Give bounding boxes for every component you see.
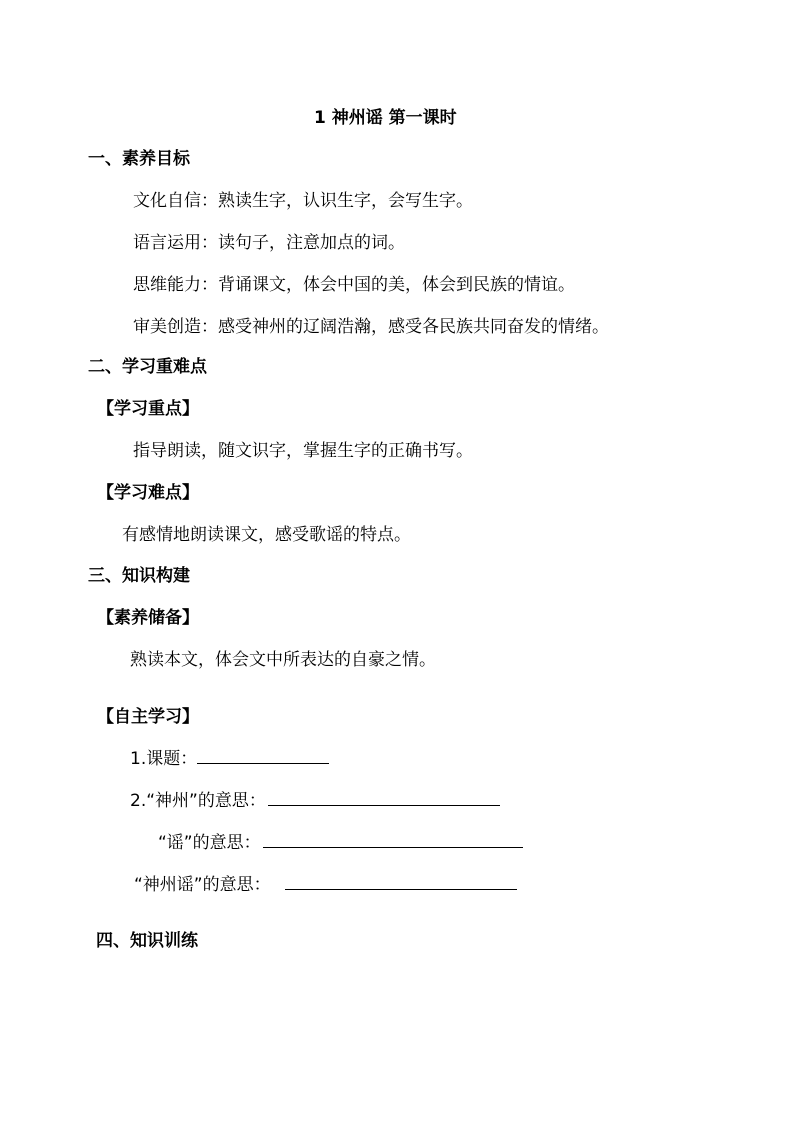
goal-item: 语言运用：读句子，注意加点的词。 xyxy=(133,233,405,253)
goal-item: 文化自信：熟读生字，认识生字，会写生字。 xyxy=(133,191,473,211)
label-preparation: 【素养储备】 xyxy=(97,608,199,628)
question-3-label: “谣”的意思： xyxy=(158,833,261,853)
answer-blank-4[interactable] xyxy=(285,874,517,890)
goal-item: 审美创造：感受神州的辽阔浩瀚，感受各民族共同奋发的情绪。 xyxy=(133,317,609,337)
answer-blank-2[interactable] xyxy=(268,790,500,806)
page-title: 1 神州谣 第一课时 xyxy=(314,108,457,128)
difficulty-text: 有感情地朗读课文，感受歌谣的特点。 xyxy=(122,525,411,545)
question-2 xyxy=(130,790,500,812)
goal-item: 思维能力：背诵课文，体会中国的美，体会到民族的情谊。 xyxy=(133,275,575,295)
question-3 xyxy=(158,832,523,854)
section-heading-knowledge: 三、知识构建 xyxy=(88,566,190,586)
question-2-label: 2.“神州”的意思： xyxy=(130,791,266,811)
label-key-point: 【学习重点】 xyxy=(97,399,199,419)
question-4-label: “神州谣”的意思： xyxy=(134,875,271,895)
section-heading-training: 四、知识训练 xyxy=(96,931,198,951)
question-4 xyxy=(134,874,517,896)
label-difficulty: 【学习难点】 xyxy=(97,483,199,503)
question-1 xyxy=(130,748,329,770)
answer-blank-3[interactable] xyxy=(263,832,523,848)
section-heading-keypoints: 二、学习重难点 xyxy=(88,357,207,377)
section-heading-goals: 一、素养目标 xyxy=(88,149,190,169)
label-self-study: 【自主学习】 xyxy=(97,707,199,727)
preparation-text: 熟读本文，体会文中所表达的自豪之情。 xyxy=(130,650,436,670)
key-point-text: 指导朗读，随文识字，掌握生字的正确书写。 xyxy=(133,441,473,461)
question-1-label: 1.课题： xyxy=(130,749,198,769)
answer-blank-1[interactable] xyxy=(197,748,329,764)
